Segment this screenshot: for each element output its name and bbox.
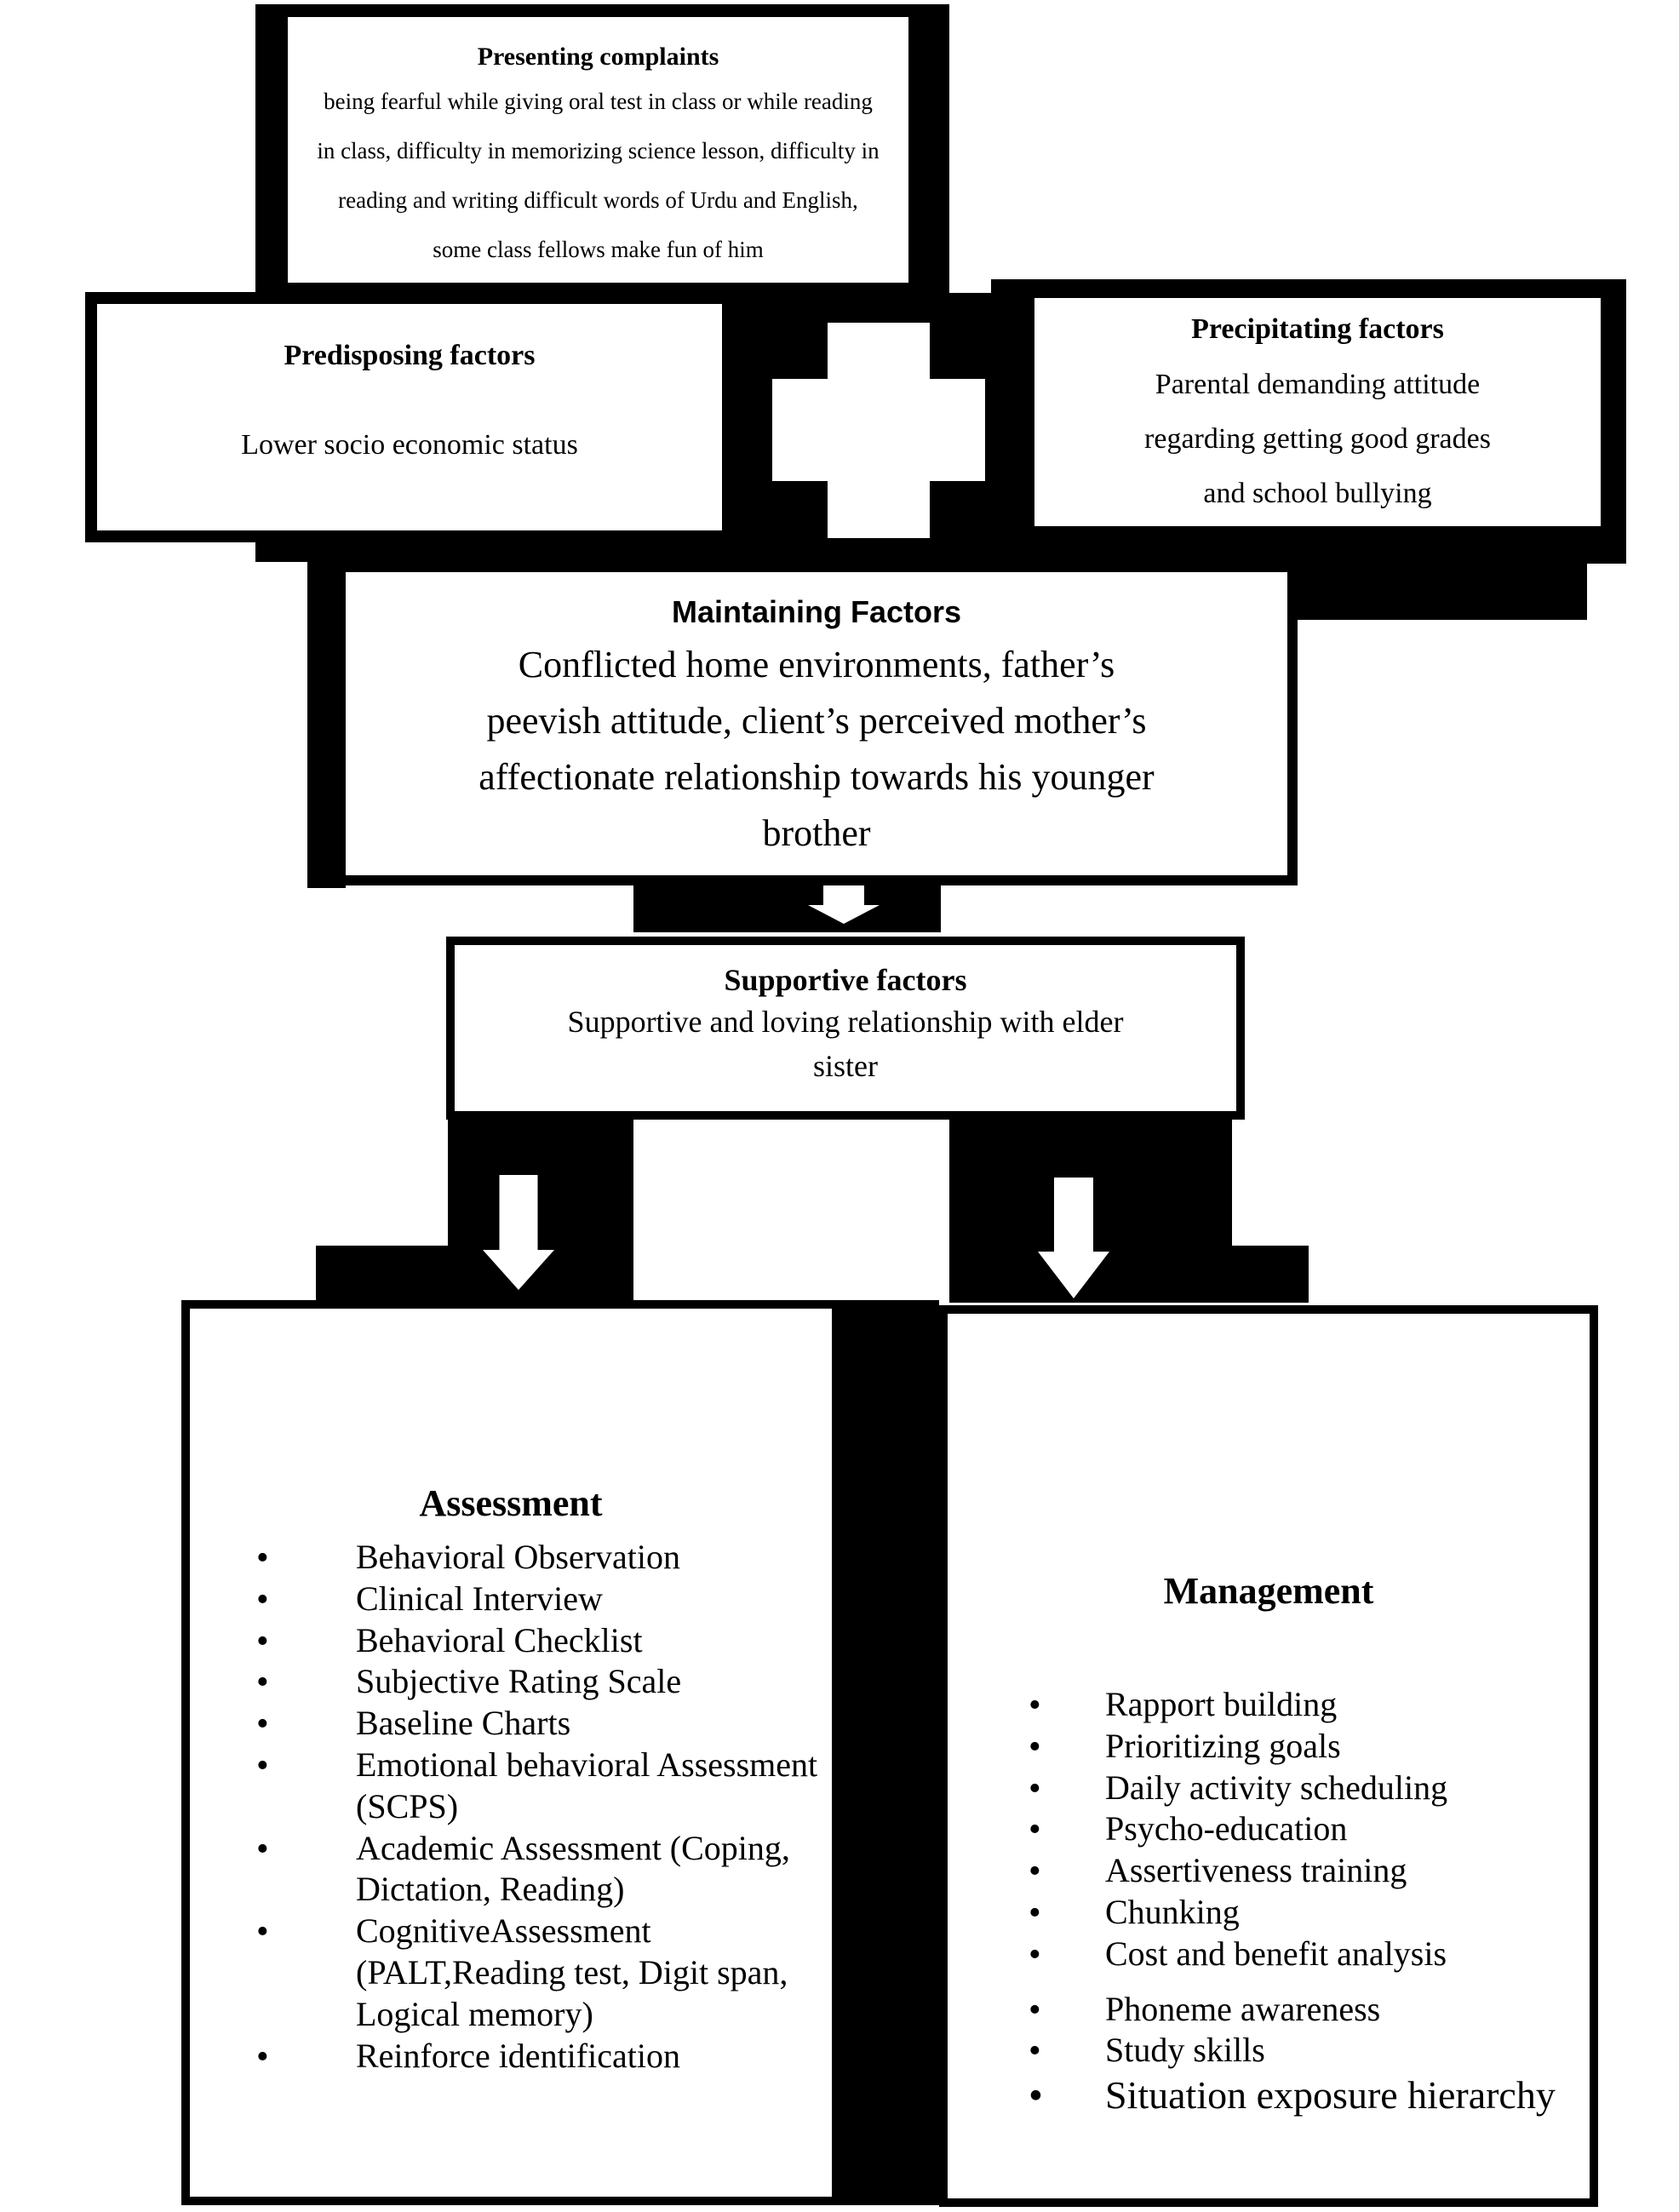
connector-block-right-step [1232, 1246, 1309, 1303]
box-body [346, 637, 1287, 862]
box-body-line: Parental demanding attitude [1155, 369, 1481, 400]
list-item: • Situation exposure hierarchy [948, 2072, 1590, 2119]
box-title: Supportive factors [724, 963, 967, 997]
list-item: • Daily activity scheduling [948, 1768, 1590, 1809]
list-item: • Baseline Charts [190, 1703, 832, 1745]
list-item: • CognitiveAssessment (PALT,Reading test, Digit span, Logical memory) [190, 1911, 832, 2035]
list-item: • Behavioral Observation [190, 1537, 832, 1579]
box-body-line: Supportive and loving relationship with elder [567, 1005, 1124, 1039]
box-body-line: some class fellows make fun of him [433, 237, 764, 262]
box-title: Maintaining Factors [671, 594, 962, 629]
list-item: • Rapport building [948, 1684, 1590, 1726]
down-arrow-icon [1038, 1178, 1109, 1298]
list-item: • Study skills [948, 2030, 1590, 2072]
box-body-line: brother [762, 812, 871, 854]
box-body-line: Lower socio economic status [241, 429, 578, 461]
box-body-line: regarding getting good grades [1144, 423, 1491, 455]
box-body-line: and school bullying [1203, 478, 1432, 509]
list-item: • Psycho-education [948, 1808, 1590, 1850]
list-item: • Subjective Rating Scale [190, 1661, 832, 1703]
box-body-line: in class, difficulty in memorizing science lesson, difficulty in [317, 138, 880, 163]
box-body-line: reading and writing difficult words of Urdu and English, [338, 187, 858, 213]
box-body-line: peevish attitude, client’s perceived mother’s [486, 700, 1147, 742]
list-item: • Emotional behavioral Assessment (SCPS) [190, 1745, 832, 1828]
list-item: • Clinical Interview [190, 1579, 832, 1620]
down-arrow-icon [808, 880, 880, 922]
box-body [455, 1000, 1236, 1088]
assessment-box [181, 1300, 840, 2205]
precipitating-factors-box [1026, 289, 1609, 535]
list-item: • Cost and benefit analysis [948, 1934, 1590, 1975]
management-list [948, 1684, 1590, 2119]
box-title: Presenting complaints [477, 43, 719, 71]
box-body [1034, 358, 1601, 521]
box-body-line: being fearful while giving oral test in class or while reading [324, 89, 873, 114]
box-body-line: sister [813, 1049, 878, 1083]
predisposing-factors-box [85, 292, 734, 542]
list-item: • Prioritizing goals [948, 1726, 1590, 1768]
management-box [939, 1305, 1598, 2207]
list-item: • Phoneme awareness [948, 1989, 1590, 2031]
box-body-line: Conflicted home environments, father’s [518, 644, 1115, 685]
box-title: Assessment [419, 1482, 603, 1524]
connector-block-bottom-gap [840, 1300, 939, 2205]
box-title: Precipitating factors [1191, 313, 1444, 345]
assessment-list [190, 1537, 832, 2077]
list-item: • Behavioral Checklist [190, 1620, 832, 1662]
list-item: • Reinforce identification [190, 2036, 832, 2077]
box-title: Predisposing factors [284, 340, 536, 371]
connector-block-left-step [316, 1246, 452, 1303]
list-item: • Chunking [948, 1892, 1590, 1934]
plus-icon [772, 379, 985, 481]
maintaining-factors-box [335, 562, 1298, 885]
box-title: Management [1163, 1570, 1374, 1612]
box-body [97, 428, 722, 462]
box-body [288, 77, 908, 274]
box-body-line: affectionate relationship towards his younger [478, 756, 1155, 798]
list-item: • Assertiveness training [948, 1850, 1590, 1892]
supportive-factors-box [446, 937, 1245, 1120]
presenting-complaints-box [281, 10, 915, 289]
down-arrow-icon [482, 1175, 554, 1290]
list-item: • Academic Assessment (Coping, Dictation, Reading) [190, 1828, 832, 1911]
